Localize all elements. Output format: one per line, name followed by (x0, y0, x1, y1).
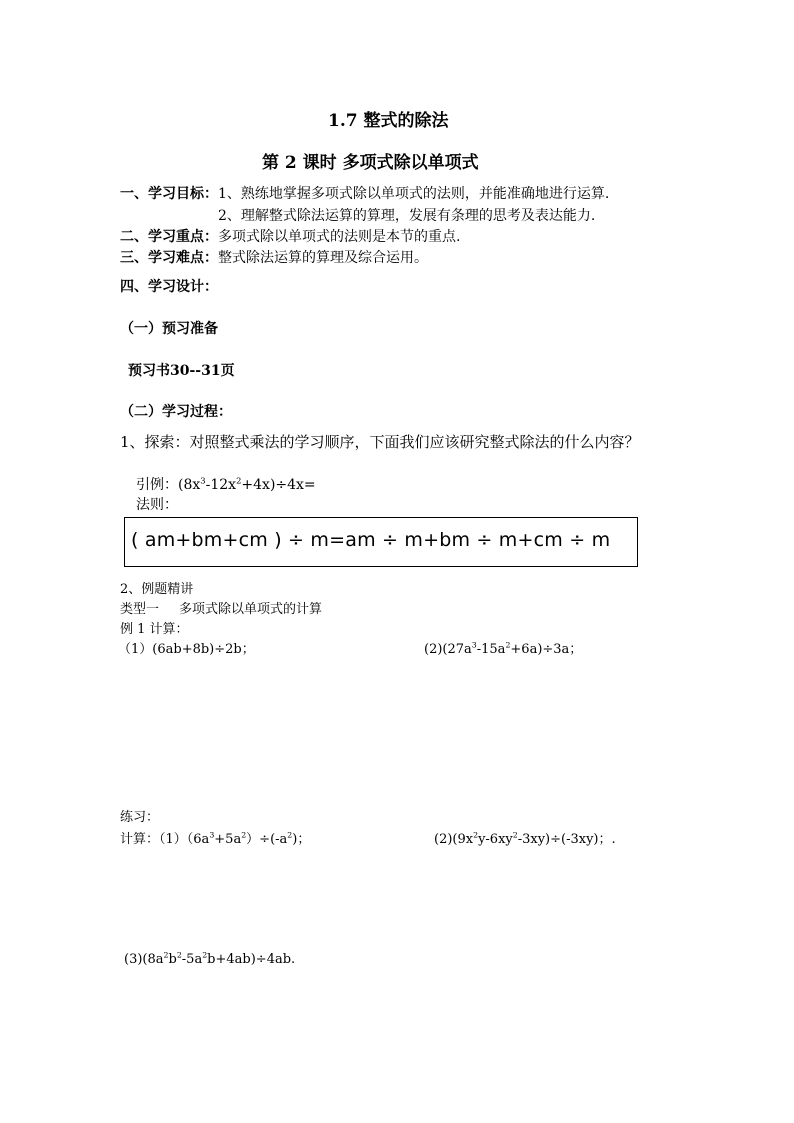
process-label: （二）学习过程： (120, 404, 232, 420)
practice-q1 (120, 828, 310, 847)
intro-example-part: +4x)÷4x= (241, 477, 316, 493)
practice-q1-part: )； (292, 832, 311, 847)
type-label: 类型一 (120, 602, 160, 617)
difficulty-line (120, 247, 428, 267)
exponent: 2 (512, 830, 518, 840)
exponent: 2 (176, 950, 182, 960)
exponent: 2 (236, 475, 242, 486)
intro-example-part: (8x (178, 477, 201, 493)
practice-q2-part: y-6xy (478, 832, 513, 847)
intro-example-part: -12x (205, 477, 237, 493)
practice-q1-part: （6a (186, 832, 210, 847)
practice-q3-part: -5a (181, 952, 203, 967)
practice-q1-part: +5a (214, 832, 242, 847)
difficulty-label: 三、学习难点： (120, 250, 218, 266)
goals-label: 一、学习目标： (120, 186, 218, 202)
practice-q2-part: (2)(9x (434, 832, 474, 847)
exponent: 3 (209, 830, 215, 840)
exponent: 3 (200, 475, 206, 486)
type-line (120, 598, 322, 617)
rule-formula: ( am+bm+cm ) ÷ m=am ÷ m+bm ÷ m+cm ÷ m (131, 529, 611, 551)
practice-q3-part: +4ab)÷4ab. (215, 952, 296, 967)
exponent: 2 (163, 950, 169, 960)
practice-q1-part: ）÷(-a (246, 832, 288, 847)
practice-q3-part: b (168, 952, 177, 967)
example-1-label: 例 1 计算： (120, 622, 189, 637)
exponent: 2 (505, 640, 511, 650)
example-q1-text: (6ab+8b)÷2b； (152, 642, 255, 657)
doc-title: 1.7 整式的除法 (328, 111, 449, 131)
explore-question: 1、探索：对照整式乘法的学习顺序，下面我们应该研究整式除法的什么内容？ (120, 433, 640, 451)
exponent: 2 (473, 830, 479, 840)
example-q1 (118, 638, 255, 657)
rule-formula-box (124, 517, 638, 567)
design-label: 四、学习设计： (120, 279, 218, 295)
examples-heading: 2、例题精讲 (120, 582, 194, 597)
example-q2 (424, 638, 582, 657)
example-q2-part: +6a)÷3a； (510, 642, 583, 657)
practice-q3-part: b (207, 952, 216, 967)
exponent: 3 (471, 640, 477, 650)
difficulty-text: 整式除法运算的算理及综合运用。 (218, 250, 428, 266)
exponent: 2 (287, 830, 293, 840)
example-q2-part: -15a (476, 642, 506, 657)
goals-line-1 (120, 183, 609, 203)
intro-example-label: 引例： (136, 477, 178, 493)
goals-item-1: 1、熟练地掌握多项式除以单项式的法则，并能准确地进行运算. (218, 186, 610, 202)
prep-label: （一）预习准备 (120, 321, 218, 337)
prep-text: 预习书30--31页 (128, 363, 235, 379)
practice-heading: 练习： (120, 810, 160, 825)
rule-label: 法则： (136, 497, 178, 513)
practice-calc-label: 计算：（1） (120, 832, 187, 847)
practice-q2-part: -3xy)÷(-3xy)；. (517, 832, 616, 847)
key-point-text: 多项式除以单项式的法则是本节的重点. (218, 229, 461, 245)
goals-item-2: 2、理解整式除法运算的算理，发展有条理的思考及表达能力. (218, 208, 596, 224)
type-text: 多项式除以单项式的计算 (179, 602, 323, 617)
example-q1-label: （1） (118, 642, 153, 657)
key-point-line (120, 226, 460, 246)
practice-q2 (434, 828, 616, 847)
intro-example (136, 474, 316, 494)
doc-subtitle: 第 2 课时 多项式除以单项式 (262, 153, 479, 173)
key-point-label: 二、学习重点： (120, 229, 218, 245)
practice-q3 (124, 952, 295, 967)
example-q2-part: (2)(27a (424, 642, 472, 657)
practice-q3-part: (3)(8a (124, 952, 164, 967)
exponent: 2 (241, 830, 247, 840)
exponent: 2 (202, 950, 208, 960)
